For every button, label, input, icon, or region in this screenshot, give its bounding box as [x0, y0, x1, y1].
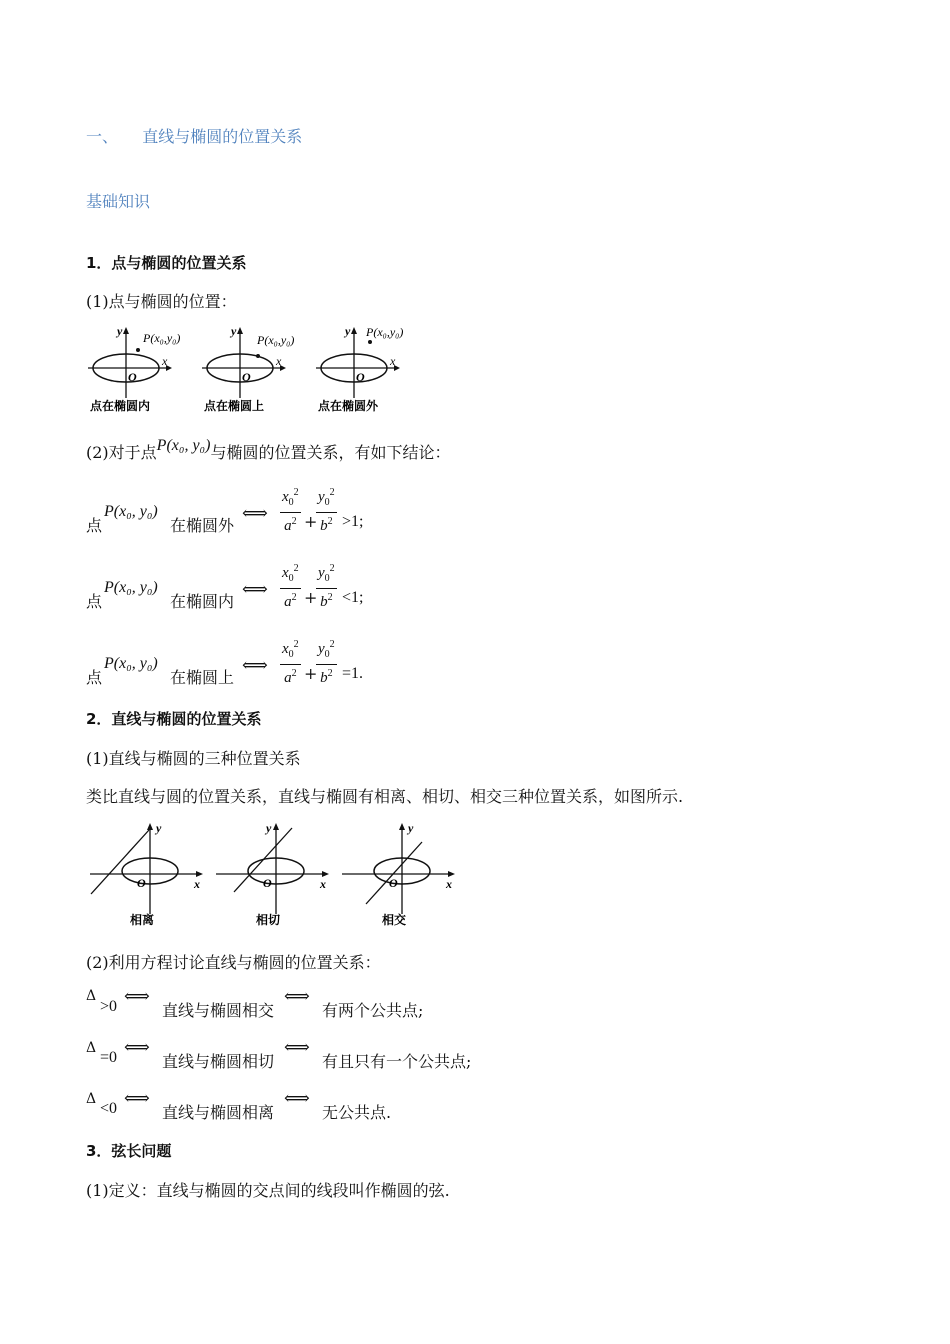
y-axis-label: y — [408, 821, 414, 835]
section2-item1: (1)直线与椭圆的三种位置关系 — [86, 749, 301, 768]
label-intersect: 相交 — [382, 913, 407, 927]
point-label: P(x₀,y₀) — [257, 333, 295, 347]
line-ellipse-figure — [86, 818, 466, 930]
ellipse-point-on — [202, 324, 294, 413]
section3-item1: (1)定义：直线与椭圆的交点间的线段叫作椭圆的弦. — [86, 1181, 450, 1200]
section2-title: 2．直线与椭圆的位置关系 — [86, 710, 262, 728]
iff-icon: ⟺ — [242, 503, 268, 524]
fraction-y-over-b: $\frac{y_0^2}{b^2}$ — [316, 636, 337, 687]
x-axis-label: x — [390, 354, 396, 368]
item2-suffix: 与椭圆的位置关系，有如下结论： — [210, 443, 451, 462]
x-axis-label: x — [194, 877, 200, 891]
ellipse-point-outside — [316, 324, 403, 413]
label-outside: 点在椭圆外 — [318, 399, 379, 413]
section3-title: 3．弦长问题 — [86, 1142, 172, 1160]
y-axis-label: y — [345, 324, 351, 338]
y-axis-label: y — [266, 821, 272, 835]
iff-icon: ⟺ — [124, 1037, 150, 1058]
point-expression: P(x₀, y₀) — [156, 437, 211, 454]
point-label: P(x₀,y₀) — [366, 325, 404, 339]
iff-icon: ⟺ — [284, 1088, 310, 1109]
label-on: 点在椭圆上 — [204, 399, 265, 413]
x-axis-label: x — [446, 877, 452, 891]
delta-cond: >0 — [100, 998, 118, 1015]
rule-relation: 在椭圆外 — [170, 516, 235, 535]
subheading: 基础知识 — [86, 192, 151, 211]
rule-point: P(x₀, y₀) — [104, 503, 158, 520]
figure-intersect — [342, 821, 455, 927]
case-result: 有两个公共点; — [322, 1001, 424, 1020]
section1-item2 — [86, 437, 451, 463]
case-result: 无公共点. — [322, 1103, 392, 1122]
fraction-y-over-b: $\frac{y_0^2}{b^2}$ — [316, 484, 337, 535]
figure-tangent — [216, 821, 329, 927]
rule-prefix: 点 — [86, 516, 103, 535]
case-result: 有且只有一个公共点; — [322, 1052, 472, 1071]
section2-desc: 类比直线与圆的位置关系，直线与椭圆有相离、相切、相交三种位置关系，如图所示. — [86, 787, 684, 806]
rule-relation: 在椭圆内 — [170, 592, 235, 611]
ellipse-point-inside — [88, 324, 180, 413]
rule-result: <1; — [342, 589, 364, 606]
rule-relation: 在椭圆上 — [170, 668, 235, 687]
section1-item1: (1)点与椭圆的位置： — [86, 292, 237, 311]
x-axis-label: x — [162, 354, 168, 368]
label-inside: 点在椭圆内 — [90, 399, 151, 413]
point-label: P(x₀,y₀) — [143, 331, 181, 345]
heading-number: 一、 — [86, 127, 119, 146]
figure-disjoint — [90, 821, 203, 927]
fraction-x-over-a: $\frac{x_0^2}{a^2}$ — [280, 636, 301, 687]
label-disjoint: 相离 — [130, 913, 155, 927]
rule-point: P(x₀, y₀) — [104, 579, 158, 596]
y-axis-label: y — [156, 821, 162, 835]
case-relation: 直线与椭圆相交 — [162, 1001, 275, 1020]
label-tangent: 相切 — [256, 913, 281, 927]
y-axis-label: y — [117, 324, 123, 338]
point-ellipse-figure — [86, 322, 416, 418]
iff-icon: ⟺ — [242, 579, 268, 600]
fraction-x-over-a: $\frac{x_0^2}{a^2}$ — [280, 484, 301, 535]
iff-icon: ⟺ — [284, 1037, 310, 1058]
delta-cond: =0 — [100, 1049, 118, 1066]
x-axis-label: x — [276, 354, 282, 368]
heading-title: 直线与椭圆的位置关系 — [142, 127, 303, 146]
fraction-x-over-a: $\frac{x_0^2}{a^2}$ — [280, 560, 301, 611]
delta-cond: <0 — [100, 1100, 118, 1117]
x-axis-label: x — [320, 877, 326, 891]
iff-icon: ⟺ — [124, 1088, 150, 1109]
origin-label: O — [356, 370, 365, 384]
origin-label: O — [128, 370, 137, 384]
rule-result: >1; — [342, 513, 364, 530]
delta-symbol: Δ — [86, 1040, 97, 1056]
section1-title: 1．点与椭圆的位置关系 — [86, 254, 247, 272]
origin-label: O — [263, 876, 272, 890]
rule-prefix: 点 — [86, 668, 103, 687]
origin-label: O — [242, 370, 251, 384]
case-relation: 直线与椭圆相离 — [162, 1103, 275, 1122]
iff-icon: ⟺ — [284, 986, 310, 1007]
iff-icon: ⟺ — [124, 986, 150, 1007]
section-heading — [86, 124, 302, 147]
item2-prefix: (2)对于点 — [86, 443, 157, 462]
delta-symbol: Δ — [86, 1091, 97, 1107]
rule-result: =1. — [342, 665, 364, 682]
delta-symbol: Δ — [86, 988, 97, 1004]
y-axis-label: y — [231, 324, 237, 338]
iff-icon: ⟺ — [242, 655, 268, 676]
origin-label: O — [137, 876, 146, 890]
section2-item2: (2)利用方程讨论直线与椭圆的位置关系： — [86, 953, 381, 972]
origin-label: O — [389, 876, 398, 890]
case-relation: 直线与椭圆相切 — [162, 1052, 275, 1071]
rule-prefix: 点 — [86, 592, 103, 611]
fraction-y-over-b: $\frac{y_0^2}{b^2}$ — [316, 560, 337, 611]
rule-point: P(x₀, y₀) — [104, 655, 158, 672]
